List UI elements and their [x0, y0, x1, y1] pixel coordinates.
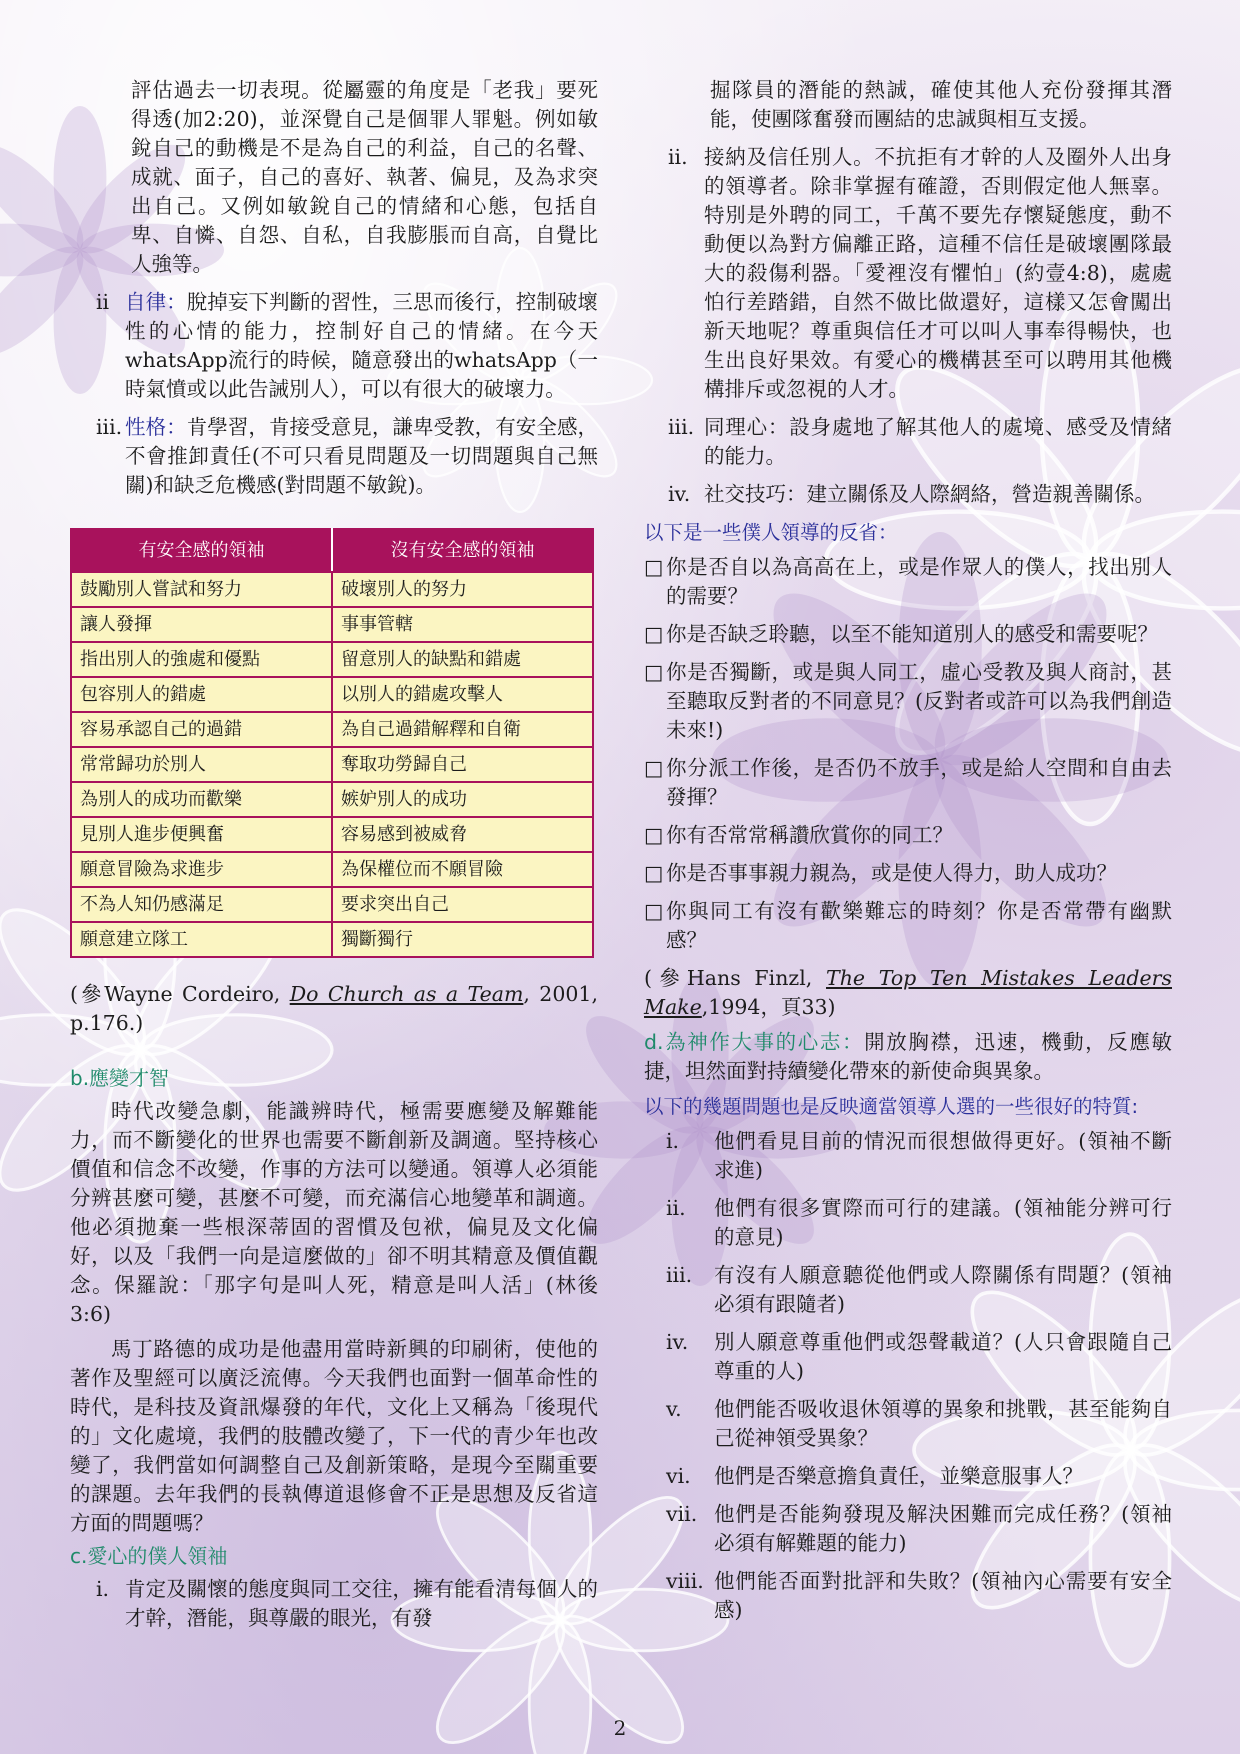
question-number: vii. [666, 1502, 698, 1526]
text-d: 開放胸襟，迅速，機動，反應敏捷，坦然面對持續變化帶來的新使命與異象。 [644, 1030, 1173, 1083]
table-cell: 願意冒險為求進步 [71, 852, 332, 887]
checkbox-icon: □ [644, 622, 664, 646]
item-number: ii. [668, 145, 688, 169]
table-cell: 事事管轄 [332, 607, 593, 642]
table-cell: 鼓勵別人嘗試和努力 [71, 572, 332, 607]
checkbox-icon: □ [644, 555, 664, 579]
leader-comparison-table [70, 528, 594, 958]
checkbox-item [644, 897, 1172, 955]
paragraph-b2: 馬丁路德的成功是他盡用當時新興的印刷術，使他的著作及聖經可以廣泛流傳。今天我們也面對一個革命性的時代，是科技及資訊爆發的年代，文化上又稱為「後現代的」文化處境，我們的肢體改變了，下一代的青少年也改變了，我們當如何調整自己及創新策略，是現今至關重要的課題。去年我們的長執傳道退修會不正是思想及反省這方面的問題嗎？ [70, 1337, 598, 1535]
table-cell: 讓人發揮 [71, 607, 332, 642]
table-header: 沒有安全感的領袖 [332, 529, 593, 572]
item-ii [644, 143, 1172, 404]
item-number: iii. [668, 415, 695, 439]
question-text: 他們是否樂意擔負責任，並樂意服事人？ [714, 1464, 1083, 1488]
item-c1 [70, 1575, 598, 1633]
citation-cordeiro [70, 980, 598, 1038]
table-row [71, 817, 593, 852]
right-column [644, 76, 1172, 1634]
continued-item [644, 76, 1172, 134]
table-cell: 指出別人的強處和優點 [71, 642, 332, 677]
question-number: v. [666, 1397, 682, 1421]
table-cell: 容易承認自己的過錯 [71, 712, 332, 747]
checkbox-icon: □ [644, 861, 664, 885]
checkbox-text: 你是否事事親力親為，或是使人得力，助人成功？ [666, 861, 1117, 885]
citation-suffix: , 2001, p.176.) [70, 982, 598, 1035]
table-cell: 為別人的成功而歡樂 [71, 782, 332, 817]
item-number: ii [96, 290, 110, 314]
question-item [644, 1500, 1172, 1558]
table-row [71, 607, 593, 642]
citation-finzl [644, 964, 1172, 1022]
question-number: iv. [666, 1330, 689, 1354]
checkbox-item [644, 620, 1172, 649]
table-row [71, 712, 593, 747]
question-number: i. [666, 1129, 680, 1153]
question-number: ii. [666, 1196, 686, 1220]
checkbox-text: 你是否缺乏聆聽，以至不能知道別人的感受和需要呢？ [666, 622, 1158, 646]
item-number: iii. [96, 415, 123, 439]
table-cell: 以別人的錯處攻擊人 [332, 677, 593, 712]
question-number: vi. [666, 1464, 691, 1488]
checkbox-icon: □ [644, 823, 664, 847]
item-iv [644, 480, 1172, 509]
item-number: iv. [668, 482, 691, 506]
item-ii [70, 288, 598, 404]
left-column [70, 76, 598, 1642]
table-row [71, 782, 593, 817]
table-cell: 見別人進步便興奮 [71, 817, 332, 852]
checkbox-text: 你是否獨斷，或是與人同工，虛心受教及與人商討，甚至聽取反對者的不同意見？(反對者或許可以為我們創造未來!) [666, 660, 1172, 742]
question-item [644, 1328, 1172, 1386]
table-cell: 常常歸功於別人 [71, 747, 332, 782]
question-text: 他們能否面對批評和失敗？(領袖內心需要有安全感) [714, 1569, 1172, 1622]
question-text: 他們是否能夠發現及解決困難而完成任務？(領袖必須有解難題的能力) [714, 1502, 1172, 1555]
table-cell: 留意別人的缺點和錯處 [332, 642, 593, 677]
section-d [644, 1028, 1172, 1086]
table-cell: 奪取功勞歸自己 [332, 747, 593, 782]
paragraph-b1: 時代改變急劇，能識辨時代，極需要應變及解難能力，而不斷變化的世界也需要不斷創新及調適。堅持核心價值和信念不改變，作事的方法可以變通。領導人必須能分辨甚麼可變，甚麼不可變，而充滿信心地變革和調適。他必須拋棄一些根深蒂固的習慣及包袱，偏見及文化偏好，以及「我們一向是這麼做的」卻不明其精意及價值觀念。保羅說：「那字句是叫人死，精意是叫人活」(林後3:6) [70, 1099, 598, 1326]
question-number: iii. [666, 1263, 693, 1287]
table-cell: 包容別人的錯處 [71, 677, 332, 712]
question-text: 他們看見目前的情況而很想做得更好。(領袖不斷求進) [714, 1129, 1172, 1182]
question-item [644, 1194, 1172, 1252]
table-cell: 破壞別人的努力 [332, 572, 593, 607]
table-cell: 為自己過錯解釋和自衛 [332, 712, 593, 747]
checkbox-item [644, 754, 1172, 812]
checkbox-icon: □ [644, 756, 664, 780]
qualities-heading: 以下的幾題問題也是反映適當領導人選的一些很好的特質: [644, 1095, 1139, 1118]
question-item [644, 1462, 1172, 1491]
question-item [644, 1395, 1172, 1453]
table-header-row [71, 529, 593, 572]
checkbox-item [644, 553, 1172, 611]
item-number: i. [96, 1577, 110, 1601]
table-cell: 容易感到被威脅 [332, 817, 593, 852]
question-text: 有沒有人願意聽從他們或人際關係有問題？(領袖必須有跟隨者) [714, 1263, 1172, 1316]
heading-c: c.愛心的僕人領袖 [70, 1544, 228, 1568]
item-text: 肯學習，肯接受意見，謙卑受教，有安全感，不會推卸責任(不可只看見問題及一切問題與自己無關)和缺乏危機感(對問題不敏銳)。 [125, 415, 599, 497]
question-text: 他們能否吸收退休領導的異象和挑戰，甚至能夠自己從神領受異象？ [714, 1397, 1172, 1450]
question-item [644, 1567, 1172, 1625]
intro-item [70, 76, 598, 279]
citation-prefix: (參Hans Finzl, [644, 966, 827, 990]
checkbox-text: 你是否自以為高高在上，或是作眾人的僕人，找出別人的需要？ [666, 555, 1172, 608]
item-iii [70, 413, 598, 500]
checkbox-text: 你與同工有沒有歡樂難忘的時刻？你是否常帶有幽默感？ [666, 899, 1172, 952]
citation-prefix: (參Wayne Cordeiro, [70, 982, 290, 1006]
checkbox-text: 你分派工作後，是否仍不放手，或是給人空間和自由去發揮？ [666, 756, 1172, 809]
item-text: 脫掉妄下判斷的習性，三思而後行，控制破壞性的心情的能力，控制好自己的情緒。在今天whatsApp流行的時候，隨意發出的whatsApp（一時氣憤或以此告誡別人），可以有很大的破壞力。 [125, 290, 599, 401]
question-item [644, 1127, 1172, 1185]
heading-b: b.應變才智 [70, 1066, 170, 1090]
item-text: 社交技巧：建立關係及人際網絡，營造親善關係。 [704, 482, 1155, 506]
citation-title: The Top Ten Mistakes Leaders Make [644, 966, 1172, 1019]
table-row [71, 887, 593, 922]
item-text: 同理心：設身處地了解其他人的處境、感受及情緒的能力。 [704, 415, 1172, 468]
checkbox-icon: □ [644, 899, 664, 923]
table-row [71, 572, 593, 607]
question-text: 別人願意尊重他們或怨聲載道？(人只會跟隨自己尊重的人) [714, 1330, 1172, 1383]
reflection-heading: 以下是一些僕人領導的反省： [644, 521, 898, 544]
checkbox-item [644, 859, 1172, 888]
table-row [71, 642, 593, 677]
page-number: 2 [613, 1716, 627, 1740]
checkbox-icon: □ [644, 660, 664, 684]
table-cell: 要求突出自己 [332, 887, 593, 922]
table-row [71, 922, 593, 957]
table-cell: 願意建立隊工 [71, 922, 332, 957]
checkbox-item [644, 658, 1172, 745]
question-number: viii. [666, 1569, 704, 1593]
table-row [71, 852, 593, 887]
table-cell: 獨斷獨行 [332, 922, 593, 957]
checkbox-item [644, 821, 1172, 850]
table-cell: 為保權位而不願冒險 [332, 852, 593, 887]
table-header: 有安全感的領袖 [71, 529, 332, 572]
table-row [71, 747, 593, 782]
item-text: 肯定及關懷的態度與同工交往，擁有能看清每個人的才幹，潛能，與尊嚴的眼光，有發 [125, 1577, 598, 1630]
table-row [71, 677, 593, 712]
question-item [644, 1261, 1172, 1319]
table-cell: 嫉妒別人的成功 [332, 782, 593, 817]
heading-d: d.為神作大事的心志： [644, 1030, 865, 1054]
table-cell: 不為人知仍感滿足 [71, 887, 332, 922]
item-keyword: 自律： [125, 290, 187, 314]
item-keyword: 性格： [125, 415, 187, 439]
citation-title: Do Church as a Team [289, 982, 524, 1006]
intro-paragraph: 評估過去一切表現。從屬靈的角度是「老我」要死得透(加2:20)，並深覺自己是個罪人罪魁。例如敏銳自己的動機是不是為自己的利益，自己的名聲、成就、面子，自己的喜好、執著、偏見，及為求突出自己。又例如敏銳自己的情緒和心態，包括自卑、自憐、自怨、自私，自我膨脹而自高，自覺比人強等。 [131, 78, 598, 276]
citation-suffix: ,1994，頁33) [701, 995, 836, 1019]
checkbox-text: 你有否常常稱讚欣賞你的同工？ [666, 823, 953, 847]
item-text: 接納及信任別人。不抗拒有才幹的人及圈外人出身的領導者。除非掌握有確證，否則假定他人無辜。特別是外聘的同工，千萬不要先存懷疑態度，動不動便以為對方偏離正路，這種不信任是破壞團隊最大的殺傷利器。「愛裡沒有懼怕」(約壹4:8)，處處怕行差踏錯，自然不做比做還好，這樣又怎會闖出新天地呢？尊重與信任才可以叫人事奉得暢快，也生出良好果效。有愛心的機構甚至可以聘用其他機構排斥或忽視的人才。 [704, 145, 1172, 401]
item-iii [644, 413, 1172, 471]
continued-text: 掘隊員的潛能的熱誠，確使其他人充份發揮其潛能，使團隊奮發而團結的忠誠與相互支援。 [710, 78, 1172, 131]
question-text: 他們有很多實際而可行的建議。(領袖能分辨可行的意見) [714, 1196, 1172, 1249]
